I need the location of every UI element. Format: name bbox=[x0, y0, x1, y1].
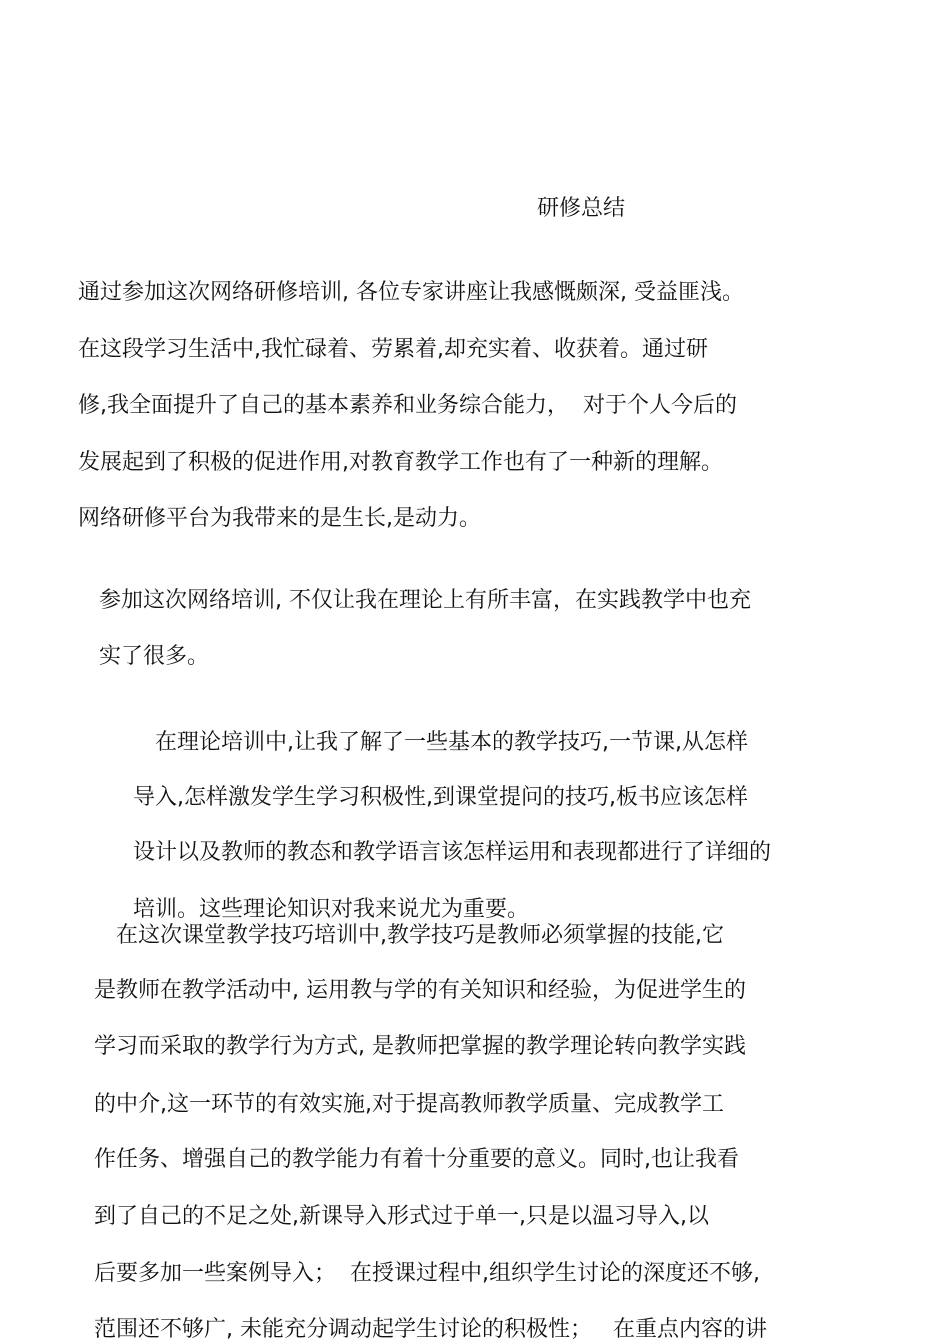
paragraph-line: 是教师在教学活动中, 运用教与学的有关知识和经验，为促进学生的 bbox=[94, 978, 746, 1003]
paragraph-line: 培训。这些理论知识对我来说尤为重要。 bbox=[133, 897, 530, 922]
paragraph-line: 发展起到了积极的促进作用,对教育教学工作也有了一种新的理解。 bbox=[78, 450, 723, 475]
paragraph-line: 在这段学习生活中,我忙碌着、劳累着,却充实着、收获着。通过研 bbox=[78, 337, 708, 362]
paragraph-line: 后要多加一些案例导入； 在授课过程中,组织学生讨论的深度还不够, bbox=[94, 1261, 760, 1286]
paragraph-line: 实了很多。 bbox=[99, 644, 210, 669]
paragraph-line: 作任务、增强自己的教学能力有着十分重要的意义。同时,也让我看 bbox=[94, 1147, 739, 1172]
paragraph-line: 的中介,这一环节的有效实施,对于提高教师教学质量、完成教学工 bbox=[94, 1092, 724, 1117]
paragraph-line: 导入,怎样激发学生学习积极性,到课堂提问的技巧,板书应该怎样 bbox=[133, 785, 748, 810]
paragraph-line: 网络研修平台为我带来的是生长,是动力。 bbox=[78, 506, 481, 531]
paragraph-line: 设计以及教师的教态和教学语言该怎样运用和表现都进行了详细的 bbox=[133, 840, 772, 865]
paragraph-line: 参加这次网络培训, 不仅让我在理论上有所丰富，在实践教学中也充 bbox=[99, 588, 751, 613]
paragraph-line: 在理论培训中,让我了解了一些基本的教学技巧,一节课,从怎样 bbox=[155, 730, 748, 755]
paragraph-line: 修,我全面提升了自己的基本素养和业务综合能力， 对于个人今后的 bbox=[78, 393, 737, 418]
document-title: 研修总结 bbox=[537, 196, 626, 221]
paragraph-line: 通过参加这次网络研修培训, 各位专家讲座让我感慨颇深, 受益匪浅。 bbox=[78, 280, 744, 305]
paragraph-line: 范围还不够广, 未能充分调动起学生讨论的积极性； 在重点内容的讲 bbox=[94, 1317, 767, 1342]
paragraph-line: 到了自己的不足之处,新课导入形式过于单一,只是以温习导入,以 bbox=[94, 1204, 709, 1229]
paragraph-line: 在这次课堂教学技巧培训中,教学技巧是教师必须掌握的技能,它 bbox=[116, 923, 724, 948]
paragraph-line: 学习而采取的教学行为方式, 是教师把掌握的教学理论转向教学实践 bbox=[94, 1034, 746, 1059]
